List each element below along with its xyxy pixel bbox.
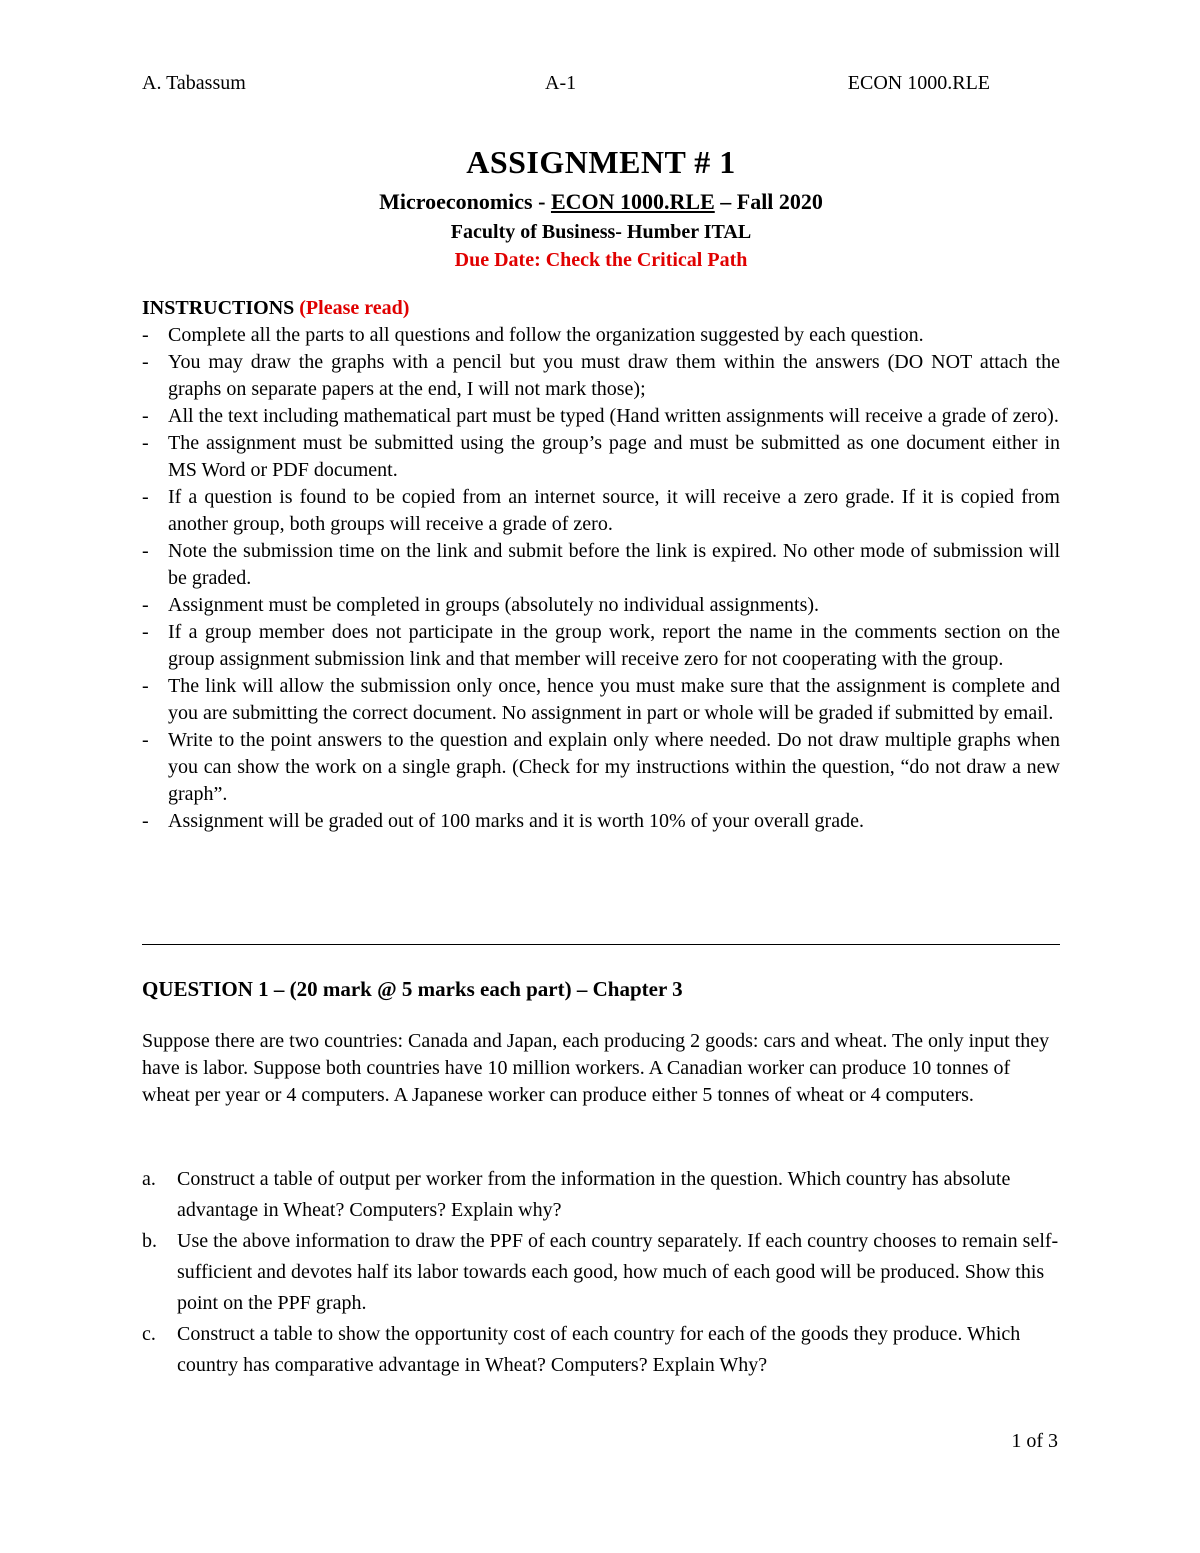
subtitle-prefix: Microeconomics - <box>379 189 551 214</box>
part-label: c. <box>142 1323 156 1345</box>
question-part <box>142 1226 1060 1319</box>
due-date: Due Date: Check the Critical Path <box>454 249 748 271</box>
subtitle-suffix: – Fall 2020 <box>714 189 823 214</box>
page-number: 1 of 3 <box>1011 1430 1058 1452</box>
part-label: b. <box>142 1230 157 1252</box>
instruction-item: - The link will allow the submission only once, hence you must make sure that the assignment is complete and you are submitting the correct document. No assignment in part or whole will be graded if submitted by email. <box>142 673 1060 727</box>
instruction-item: - If a group member does not participate in the group work, report the name in the comments section on the group assignment submission link and that member will receive zero for not cooperating with the group. <box>142 619 1060 673</box>
instruction-item: - Note the submission time on the link and submit before the link is expired. No other mode of submission will be graded. <box>142 538 1060 592</box>
instruction-item: - The assignment must be submitted using the group’s page and must be submitted as one document either in MS Word or PDF document. <box>142 430 1060 484</box>
subtitle-course: ECON 1000.RLE <box>550 189 715 214</box>
instruction-item: - Assignment must be completed in groups (absolutely no individual assignments). <box>142 592 1060 619</box>
part-label: a. <box>142 1168 156 1190</box>
instructions-list <box>142 322 1060 835</box>
question-1-heading: QUESTION 1 – (20 mark @ 5 marks each part) – Chapter 3 <box>142 977 683 1001</box>
question-1-body: Suppose there are two countries: Canada and Japan, each producing 2 goods: cars and wheat. The only input they have is labor. Suppose both countries have 10 million workers. A Canadian worker can produce 10 tonnes of wheat per year or 4 computers. A Japanese worker can produce either 5 tonnes of wheat or 4 computers. <box>142 1030 1050 1106</box>
instruction-item: - Assignment will be graded out of 100 marks and it is worth 10% of your overall grade. <box>142 808 1060 835</box>
question-part <box>142 1164 1060 1226</box>
instruction-item: - If a question is found to be copied from an internet source, it will receive a zero grade. If it is copied from another group, both groups will receive a grade of zero. <box>142 484 1060 538</box>
assignment-title: ASSIGNMENT # 1 <box>466 144 736 180</box>
instruction-item: - Write to the point answers to the question and explain only where needed. Do not draw multiple graphs when you can show the work on a single graph. (Check for my instructions within the question, “do not draw a new graph”. <box>142 727 1060 808</box>
title-block <box>142 140 1060 274</box>
question-part <box>142 1319 1060 1381</box>
section-divider <box>142 944 1060 945</box>
header-course-code: ECON 1000.RLE <box>847 72 990 94</box>
instructions-heading <box>142 294 1060 322</box>
part-text: Construct a table of output per worker from the information in the question. Which country has absolute advantage in Wheat? Computers? Explain why? <box>177 1168 1011 1221</box>
header-author: A. Tabassum <box>142 72 246 94</box>
question-1-parts <box>142 1164 1060 1381</box>
instructions-section <box>142 294 1060 835</box>
instructions-note: (Please read) <box>299 297 410 319</box>
running-header <box>142 72 1060 102</box>
part-text: Construct a table to show the opportunity cost of each country for each of the goods they produce. Which country has comparative advantage in Wheat? Computers? Explain Why? <box>177 1323 1021 1376</box>
assignment-subtitle <box>142 186 1060 218</box>
faculty-line: Faculty of Business- Humber ITAL <box>450 221 752 243</box>
instruction-item: - Complete all the parts to all questions and follow the organization suggested by each question. <box>142 322 1060 349</box>
header-page-label: A-1 <box>545 72 577 94</box>
instruction-item: - All the text including mathematical part must be typed (Hand written assignments will receive a grade of zero). <box>142 403 1060 430</box>
instructions-heading-label: INSTRUCTIONS <box>142 297 295 319</box>
instruction-item: - You may draw the graphs with a pencil but you must draw them within the answers (DO NOT attach the graphs on separate papers at the end, I will not mark those); <box>142 349 1060 403</box>
part-text: Use the above information to draw the PPF of each country separately. If each country chooses to remain self-sufficient and devotes half its labor towards each good, how much of each good will be produced. Show this point on the PPF graph. <box>177 1230 1059 1314</box>
